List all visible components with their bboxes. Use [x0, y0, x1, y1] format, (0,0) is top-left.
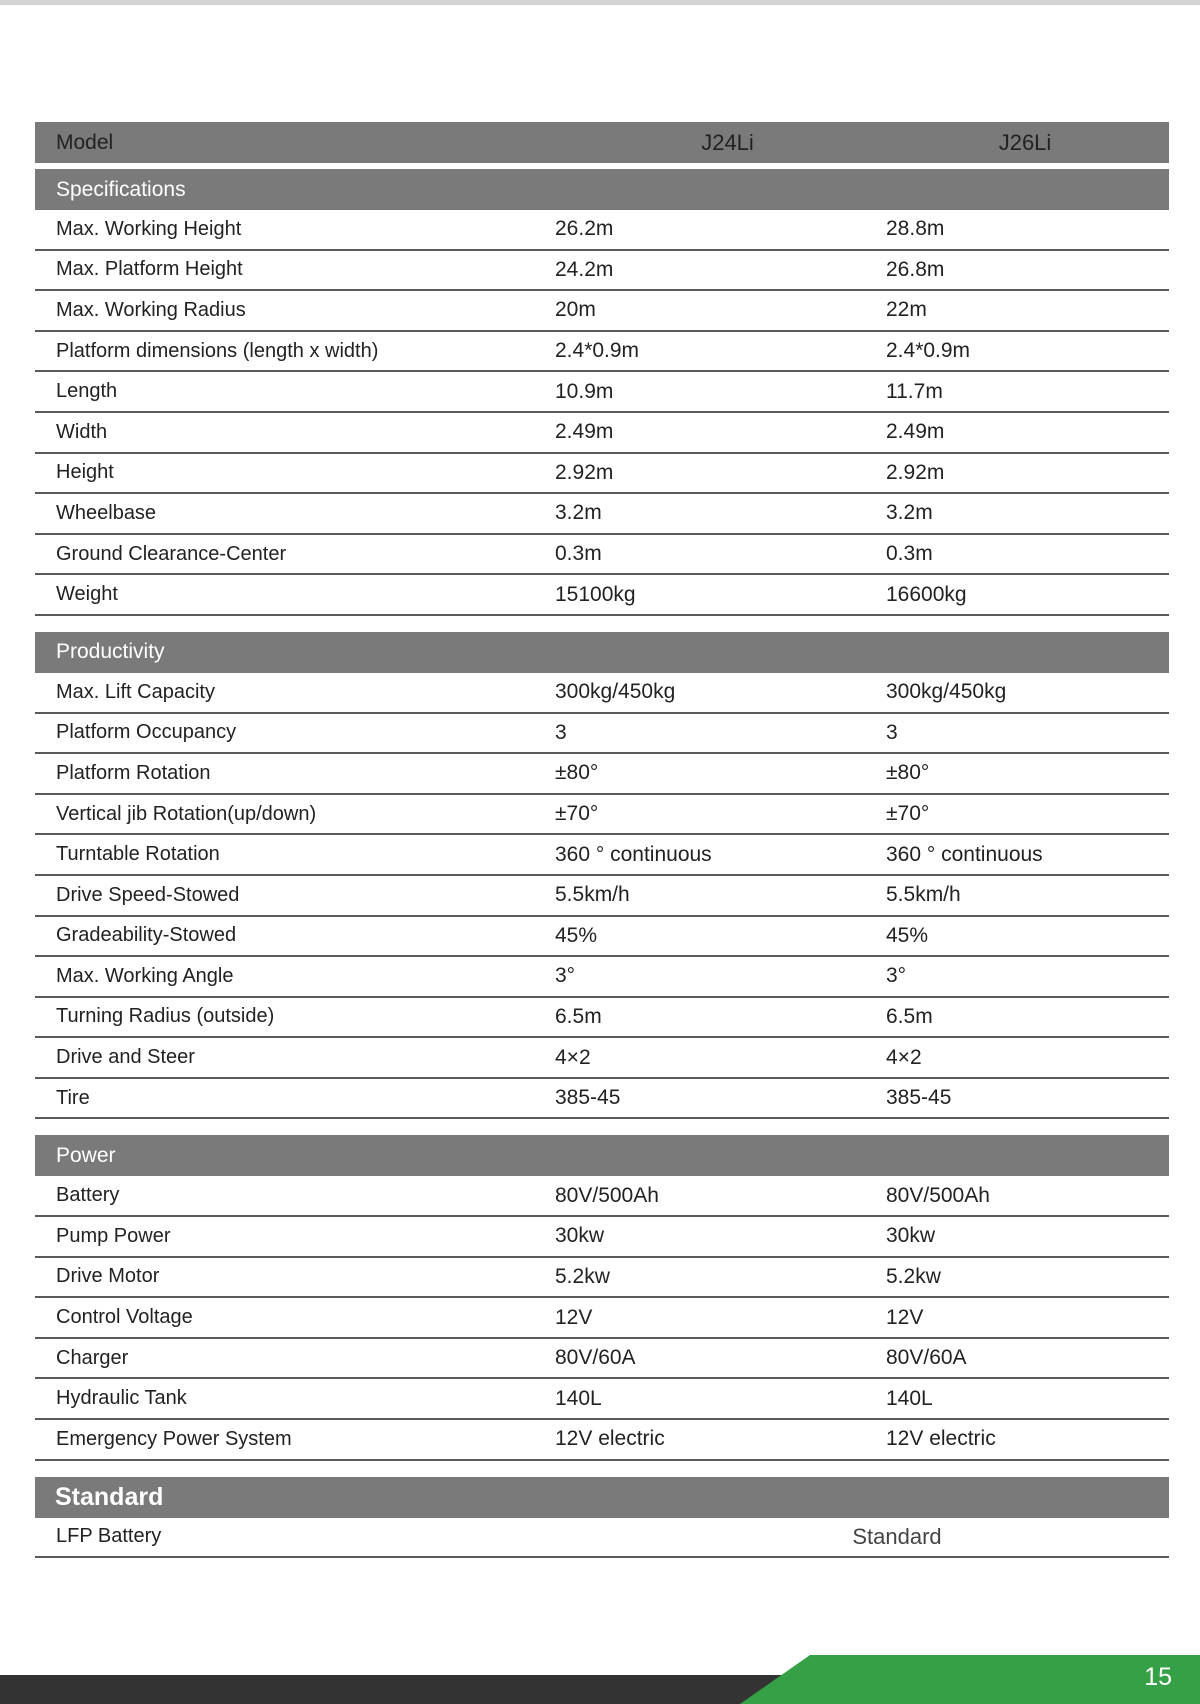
spec-value-j26li: 6.5m [886, 1004, 933, 1028]
spec-value-j24li: 24.2m [555, 257, 614, 281]
spec-label: Platform dimensions (length x width) [56, 339, 379, 362]
spec-label: Drive Motor [56, 1265, 160, 1288]
spec-value-j26li: 3.2m [886, 501, 933, 525]
spec-value-j24li: 0.3m [555, 542, 602, 566]
spec-row [35, 1258, 1169, 1299]
spec-row [35, 291, 1169, 332]
spec-label: Drive Speed-Stowed [56, 883, 240, 906]
spec-label: Platform Rotation [56, 761, 211, 784]
spec-row [35, 413, 1169, 454]
spec-row [35, 835, 1169, 876]
spec-row [35, 251, 1169, 292]
spec-label: Vertical jib Rotation(up/down) [56, 802, 317, 825]
spec-value-j24li: 300kg/450kg [555, 680, 676, 704]
spec-table [35, 122, 1169, 1558]
spec-label: Max. Working Angle [56, 964, 234, 987]
spec-value-j24li: 30kw [555, 1224, 605, 1248]
spec-value-j26li: 45% [886, 923, 929, 947]
spec-label: Turning Radius (outside) [56, 1005, 275, 1028]
spec-value-j26li: 16600kg [886, 582, 967, 606]
spec-value-j26li: 4×2 [886, 1045, 922, 1069]
spec-value-j24li: 20m [555, 298, 596, 322]
spec-value-j24li: ±80° [555, 761, 599, 785]
spec-label: Control Voltage [56, 1306, 193, 1329]
spec-row [35, 876, 1169, 917]
spec-value-j26li: 80V/60A [886, 1346, 967, 1370]
model-name-j26li: J26Li [998, 129, 1052, 155]
spec-label: Battery [56, 1184, 120, 1207]
spec-row [35, 575, 1169, 616]
spec-value-j24li: 80V/60A [555, 1346, 636, 1370]
spec-value-j26li: 12V [886, 1305, 924, 1329]
spec-row [35, 1339, 1169, 1380]
spec-label: Ground Clearance-Center [56, 542, 287, 565]
spec-value-j26li: 80V/500Ah [886, 1183, 990, 1207]
spec-label: Max. Platform Height [56, 258, 243, 281]
spec-row [35, 454, 1169, 495]
spec-value-j26li: 3 [886, 720, 898, 744]
spec-label: Charger [56, 1346, 129, 1369]
spec-value-j24li: 2.4*0.9m [555, 339, 640, 363]
spec-label: Drive and Steer [56, 1046, 195, 1069]
section-header-specifications [35, 169, 1169, 210]
spec-value-j24li: 6.5m [555, 1004, 602, 1028]
spec-value-j24li: 385-45 [555, 1086, 621, 1110]
spec-value-j24li: 15100kg [555, 582, 636, 606]
spec-value-j24li: 5.2kw [555, 1264, 610, 1288]
spec-value-j26li: 2.92m [886, 460, 945, 484]
spec-row [35, 714, 1169, 755]
spec-row [35, 1038, 1169, 1079]
sections-container [35, 169, 1169, 1461]
spec-value-j26li: 2.4*0.9m [886, 339, 971, 363]
spec-label: Tire [56, 1086, 90, 1109]
section-header-standard [35, 1477, 1169, 1518]
spec-value-j24li: 360 ° continuous [555, 842, 712, 866]
spec-label: Max. Working Height [56, 217, 242, 240]
section-title: Productivity [56, 640, 165, 664]
spec-label: Max. Lift Capacity [56, 680, 215, 703]
section-header-power [35, 1135, 1169, 1176]
spec-value-j26li: 360 ° continuous [886, 842, 1043, 866]
spec-label: Pump Power [56, 1224, 171, 1247]
spec-label: LFP Battery [56, 1525, 162, 1548]
spec-row [35, 1079, 1169, 1120]
spec-row [35, 917, 1169, 958]
spec-value-j26li: 11.7m [886, 379, 943, 403]
spec-value-j26li: 28.8m [886, 217, 945, 241]
spec-row [35, 1379, 1169, 1420]
section-title: Specifications [56, 177, 186, 201]
spec-label: Emergency Power System [56, 1427, 292, 1450]
spec-label: Turntable Rotation [56, 843, 220, 866]
spec-value-j26li: 2.49m [886, 420, 945, 444]
spec-row [35, 372, 1169, 413]
spec-row [35, 754, 1169, 795]
footer-accent [740, 1655, 1200, 1704]
spec-label: Max. Working Radius [56, 298, 246, 321]
spec-value-j26li: 0.3m [886, 542, 933, 566]
spec-row [35, 535, 1169, 576]
spec-row [35, 795, 1169, 836]
spec-row [35, 1420, 1169, 1461]
model-name-j24li: J24Li [701, 129, 754, 155]
spec-value-j24li: 2.92m [555, 460, 614, 484]
spec-value-j24li: 12V [555, 1305, 593, 1329]
spec-value-j26li: 300kg/450kg [886, 680, 1007, 704]
spec-row [35, 1298, 1169, 1339]
spec-row [35, 673, 1169, 714]
spec-value-j26li: 22m [886, 298, 927, 322]
model-header-row [35, 122, 1169, 163]
spec-value-j26li: 140L [886, 1386, 933, 1410]
spec-label: Platform Occupancy [56, 721, 237, 744]
spec-row [35, 998, 1169, 1039]
spec-row [35, 1176, 1169, 1217]
spec-value-j24li: 3 [555, 720, 567, 744]
spec-value-j26li: 5.5km/h [886, 883, 961, 907]
spec-value-j24li: 5.5km/h [555, 883, 630, 907]
spec-value-j24li: 10.9m [555, 379, 614, 403]
spec-value-j24li: 3.2m [555, 501, 602, 525]
spec-value-j24li: 26.2m [555, 217, 614, 241]
section-header-productivity [35, 632, 1169, 673]
top-border [0, 0, 1200, 5]
spec-label: Length [56, 380, 118, 403]
spec-row [35, 494, 1169, 535]
spec-value-j24li: ±70° [555, 802, 599, 826]
spec-value-j26li: 385-45 [886, 1086, 952, 1110]
spec-value-j26li: ±80° [886, 761, 930, 785]
page-number: 15 [1144, 1663, 1172, 1691]
spec-value-j26li: ±70° [886, 802, 930, 826]
spec-value-j24li: 140L [555, 1386, 602, 1410]
spec-value-j26li: 3° [886, 964, 907, 988]
spec-row [35, 332, 1169, 373]
spec-value-j24li: 12V electric [555, 1427, 665, 1451]
spec-row [35, 1217, 1169, 1258]
spec-value-j26li: 26.8m [886, 257, 945, 281]
section-title: Standard [55, 1482, 164, 1511]
spec-label: Gradeability-Stowed [56, 924, 237, 947]
spec-value-j24li: 45% [555, 923, 598, 947]
spec-row [35, 957, 1169, 998]
spec-label: Weight [56, 583, 118, 606]
spec-value-standard: Standard [852, 1523, 942, 1549]
spec-value-j26li: 30kw [886, 1224, 936, 1248]
spec-label: Height [56, 461, 114, 484]
spec-label: Wheelbase [56, 501, 157, 524]
spec-value-j26li: 5.2kw [886, 1264, 941, 1288]
spec-value-j26li: 12V electric [886, 1427, 996, 1451]
spec-row-lfp-battery [35, 1518, 1169, 1559]
model-label: Model [56, 130, 114, 154]
spec-label: Width [56, 420, 108, 443]
spec-value-j24li: 3° [555, 964, 576, 988]
spec-value-j24li: 4×2 [555, 1045, 591, 1069]
section-title: Power [56, 1143, 116, 1167]
spec-row [35, 210, 1169, 251]
spec-label: Hydraulic Tank [56, 1387, 187, 1410]
spec-value-j24li: 2.49m [555, 420, 614, 444]
spec-value-j24li: 80V/500Ah [555, 1183, 659, 1207]
